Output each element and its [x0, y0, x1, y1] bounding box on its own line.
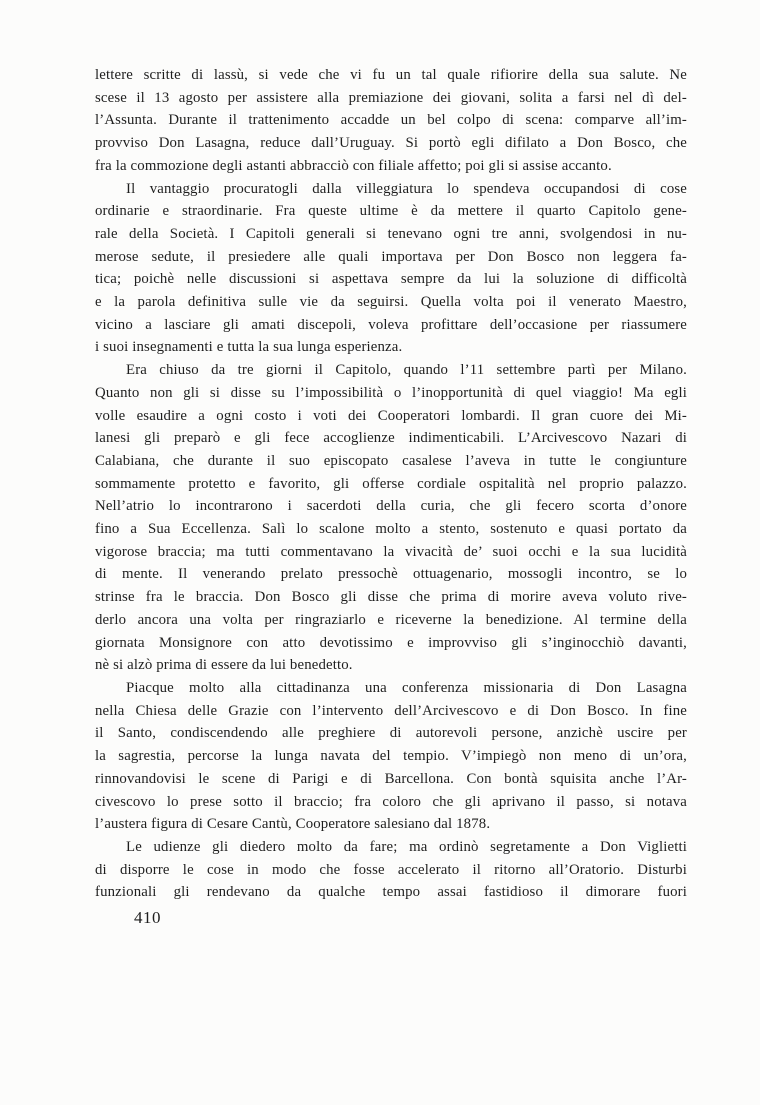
text-line: Calabiana, che durante il suo episcopato casalese l’aveva in tutte le congiunture — [95, 452, 687, 469]
text-line: tica; poichè nelle discussioni si aspettava sempre da lui la soluzione di difficoltà — [95, 271, 687, 288]
text-line: di mente. Il venerando prelato pressochè ottuagenario, mossogli incontro, se lo — [95, 566, 687, 583]
text-line: lanesi gli preparò e gli fece accoglienze indimenticabili. L’Arcivescovo Nazari di — [95, 430, 687, 447]
paragraph — [95, 64, 687, 178]
text-line: vigorose braccia; ma tutti commentavano la vivacità de’ suoi occhi e la sua lucidità — [95, 543, 687, 560]
text-line: civescovo lo prese sotto il braccio; fra coloro che gli aprivano il passo, si notava — [95, 793, 687, 810]
text-line: vicino a lasciare gli amati discepoli, voleva profittare dell’occasione per riassumere — [95, 316, 687, 333]
paragraph — [95, 836, 687, 904]
text-line: scese il 13 agosto per assistere alla premiazione dei giovani, solita a farsi nel dì del- — [95, 89, 687, 106]
paragraph — [95, 359, 687, 677]
text-line: rinnovandovisi le scene di Parigi e di Barcellona. Con bontà squisita anche l’Ar- — [95, 770, 687, 787]
text-line: strinse fra le braccia. Don Bosco gli disse che prima di morire aveva voluto rive- — [95, 589, 687, 606]
text-line: lettere scritte di lassù, si vede che vi fu un tal quale rifiorire della sua salute. Ne — [95, 67, 687, 83]
text-line: nè si alzò prima di essere da lui benedetto. — [95, 657, 353, 674]
text-line: rale della Società. I Capitoli generali si tenevano ogni tre anni, svolgendosi in nu- — [95, 225, 687, 242]
text-line: Nell’atrio lo incontrarono i sacerdoti della curia, che gli fecero scorta d’onore — [95, 498, 687, 515]
text-line: fra la commozione degli astanti abbracciò con filiale affetto; poi gli si assise accanto. — [95, 157, 612, 174]
text-line: la sagrestia, percorse la lunga navata del tempio. V’impiegò non meno di un’ora, — [95, 748, 687, 765]
text-line: sommamente protetto e favorito, gli offerse cordiale ospitalità nel proprio palazzo. — [95, 475, 687, 492]
text-line: Quanto non gli si disse su l’impossibilità o l’inopportunità di quel viaggio! Ma egli — [95, 384, 687, 401]
text-line: l’Assunta. Durante il trattenimento accadde un bel colpo di scena: comparve all’im- — [95, 112, 687, 129]
text-line: di disporre le cose in modo che fosse accelerato il ritorno all’Oratorio. Disturbi — [95, 861, 687, 878]
text-line: Era chiuso da tre giorni il Capitolo, quando l’11 settembre partì per Milano. — [126, 362, 687, 379]
text-line: volle esaudire a ogni costo i voti dei Cooperatori lombardi. Il gran cuore dei Mi- — [95, 407, 687, 424]
paragraph — [95, 677, 687, 836]
text-line: l’austera figura di Cesare Cantù, Cooperatore salesiano dal 1878. — [95, 816, 491, 833]
page-number: 410 — [134, 908, 161, 927]
text-line: provviso Don Lasagna, reduce dall’Uruguay. Si portò egli difilato a Don Bosco, che — [95, 135, 687, 152]
text-line: funzionali gli rendevano da qualche tempo assai fastidioso il dimorare fuori — [95, 884, 687, 901]
text-line: il Santo, condiscendendo alle preghiere di autorevoli persone, anzichè uscire per — [95, 725, 687, 742]
text-line: merose sedute, il presiedere alle quali importava per Don Bosco non leggera fa- — [95, 248, 687, 265]
text-line: Le udienze gli diedero molto da fare; ma ordinò segretamente a Don Viglietti — [126, 838, 687, 855]
text-line: Il vantaggio procuratogli dalla villeggiatura lo spendeva occupandosi di cose — [126, 180, 687, 197]
text-line: fino a Sua Eccellenza. Salì lo scalone molto a stento, sostenuto e quasi portato da — [95, 521, 687, 538]
text-line: i suoi insegnamenti e tutta la sua lunga esperienza. — [95, 339, 403, 356]
text-line: e la parola definitiva sulle vie da seguirsi. Quella volta poi il venerato Maestro, — [95, 294, 687, 311]
text-block — [95, 64, 687, 904]
text-line: giornata Monsignore con atto devotissimo e improvviso gli s’inginocchiò davanti, — [95, 634, 687, 651]
paragraph — [95, 178, 687, 360]
text-line: derlo ancora una volta per ringraziarlo e riceverne la benedizione. Al termine della — [95, 611, 687, 628]
text-line: ordinarie e straordinarie. Fra queste ultime è da mettere il quarto Capitolo gene- — [95, 203, 687, 220]
text-line: Piacque molto alla cittadinanza una conferenza missionaria di Don Lasagna — [126, 679, 687, 696]
text-line: nella Chiesa delle Grazie con l’intervento dell’Arcivescovo e di Don Bosco. In fine — [95, 702, 687, 719]
